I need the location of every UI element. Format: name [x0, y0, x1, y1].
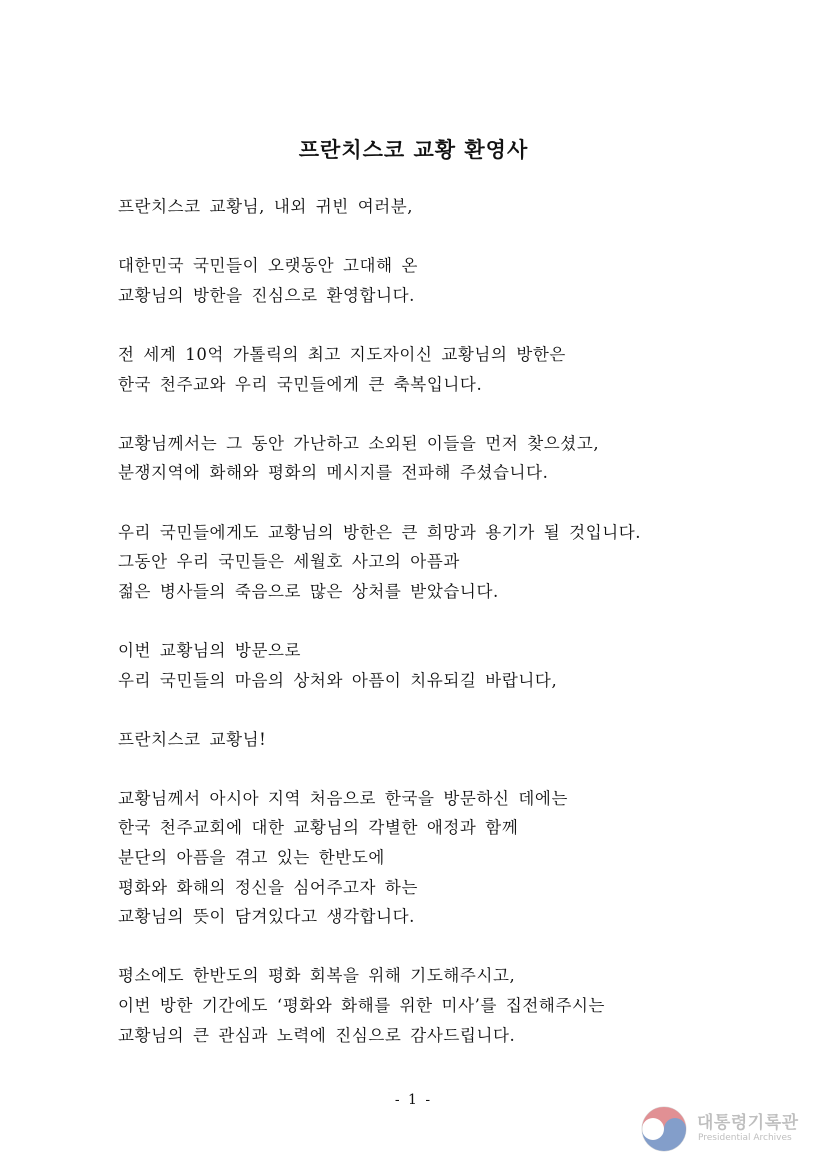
page-title: 프란치스코 교황 환영사: [298, 138, 529, 162]
page-number: - 1 -: [394, 1092, 433, 1108]
speech-paragraph: [118, 784, 758, 932]
speech-line: 프란치스코 교황님!: [118, 729, 267, 749]
archives-watermark: [641, 1104, 821, 1154]
speech-line: 교황님께서는 그 동안 가난하고 소외된 이들을 먼저 찾으셨고,: [118, 433, 600, 453]
speech-paragraph: [118, 251, 758, 310]
speech-line: 교황님의 큰 관심과 노력에 진심으로 감사드립니다.: [118, 1025, 516, 1045]
speech-paragraph: [118, 192, 758, 222]
speech-body: [118, 192, 758, 1080]
speech-line: 평화와 화해의 정신을 심어주고자 하는: [118, 877, 419, 897]
speech-line: 분단의 아픔을 겪고 있는 한반도에: [118, 848, 385, 868]
speech-line: 전 세계 10억 가톨릭의 최고 지도자이신 교황님의 방한은: [118, 344, 566, 364]
speech-line: 프란치스코 교황님, 내외 귀빈 여러분,: [118, 197, 414, 216]
speech-line: 평소에도 한반도의 평화 회복을 위해 기도해주시고,: [118, 966, 516, 986]
speech-line: 교황님의 방한을 진심으로 환영합니다.: [118, 285, 416, 305]
speech-line: 우리 국민들에게도 교황님의 방한은 큰 희망과 용기가 될 것입니다.: [118, 522, 642, 542]
speech-paragraph: [118, 518, 758, 607]
speech-paragraph: [118, 961, 758, 1050]
speech-paragraph: [118, 340, 758, 399]
speech-line: 대한민국 국민들이 오랫동안 고대해 온: [118, 256, 419, 276]
archives-name-ko: 대통령기록관: [697, 1113, 799, 1133]
archives-name-en: Presidential Archives: [698, 1133, 792, 1143]
speech-paragraph: [118, 429, 758, 488]
speech-paragraph: [118, 725, 758, 755]
taegeuk-emblem-icon: [641, 1106, 687, 1152]
speech-line: 교황님의 뜻이 담겨있다고 생각합니다.: [118, 907, 416, 927]
speech-line: 그동안 우리 국민들은 세월호 사고의 아픔과: [118, 552, 460, 572]
speech-line: 이번 교황님의 방문으로: [118, 640, 302, 660]
speech-line: 분쟁지역에 화해와 평화의 메시지를 전파해 주셨습니다.: [118, 463, 549, 483]
speech-line: 젊은 병사들의 죽음으로 많은 상처를 받았습니다.: [118, 581, 499, 601]
speech-paragraph: [118, 636, 758, 695]
speech-line: 우리 국민들의 마음의 상처와 아픔이 치유되길 바랍니다,: [118, 670, 558, 690]
speech-line: 교황님께서 아시아 지역 처음으로 한국을 방문하신 데에는: [118, 788, 569, 808]
speech-line: 이번 방한 기간에도 ‘평화와 화해를 위한 미사’를 집전해주시는: [118, 996, 606, 1016]
speech-line: 한국 천주교와 우리 국민들에게 큰 축복입니다.: [118, 374, 483, 394]
speech-line: 한국 천주교회에 대한 교황님의 각별한 애정과 함께: [118, 818, 519, 838]
